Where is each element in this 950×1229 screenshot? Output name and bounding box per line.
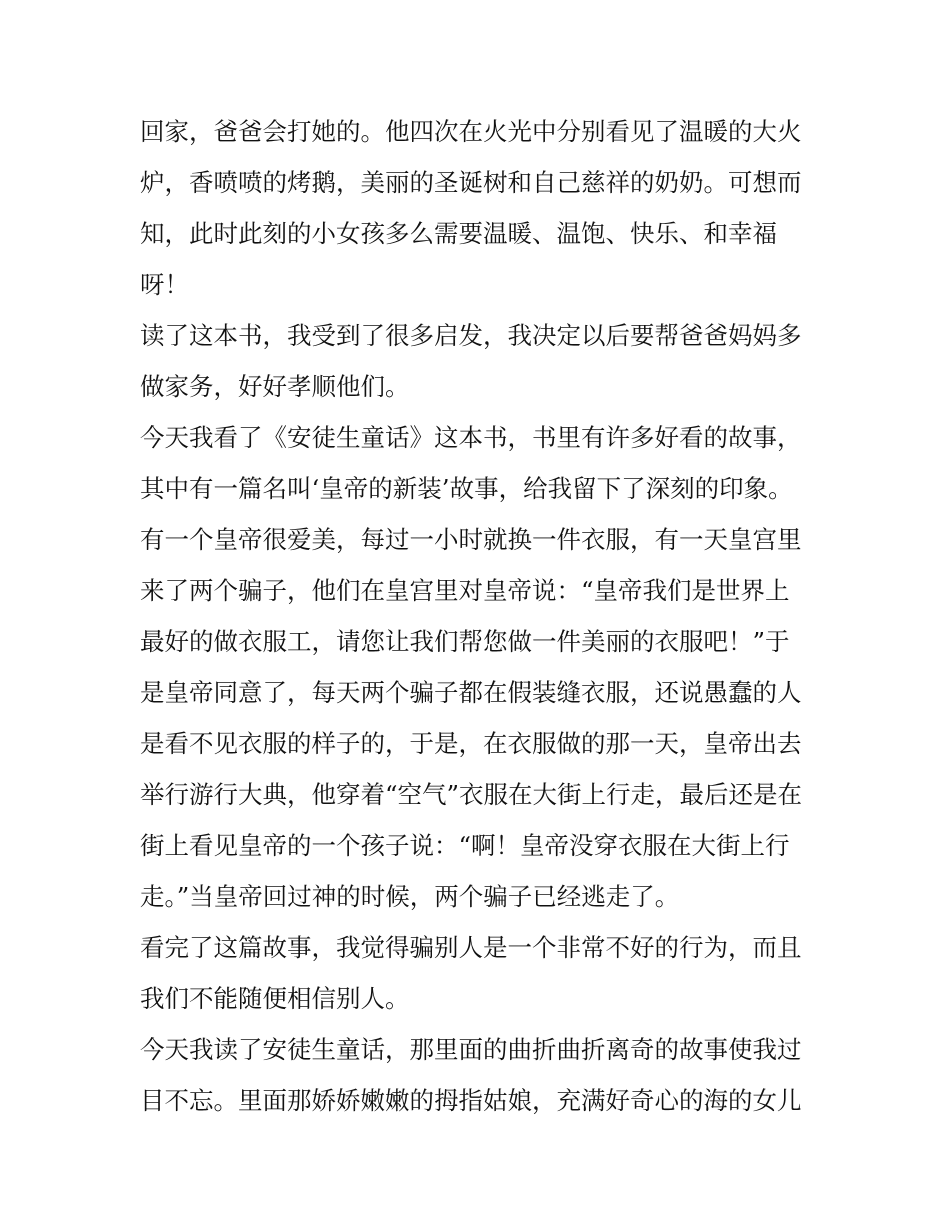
text-line: 是看不见衣服的样子的，于是，在衣服做的那一天，皇帝出去 <box>140 729 802 758</box>
text-line: 炉，香喷喷的烤鹅，美丽的圣诞树和自己慈祥的奶奶。可想而 <box>140 168 802 197</box>
text-line: 做家务，好好孝顺他们。 <box>140 372 410 401</box>
text-line: 走。”当皇帝回过神的时候，两个骗子已经逃走了。 <box>140 882 680 911</box>
text-line: 看完了这篇故事，我觉得骗别人是一个非常不好的行为，而且 <box>140 933 802 962</box>
text-line: 有一个皇帝很爱美，每过一小时就换一件衣服，有一天皇宫里 <box>140 525 802 554</box>
text-line: 最好的做衣服工，请您让我们帮您做一件美丽的衣服吧！”于 <box>140 627 790 656</box>
text-line: 其中有一篇名叫‘皇帝的新装’故事，给我留下了深刻的印象。 <box>140 474 793 503</box>
text-line: 举行游行大典，他穿着“空气”衣服在大街上行走，最后还是在 <box>140 780 803 809</box>
text-line: 我们不能随便相信别人。 <box>140 984 410 1013</box>
text-line: 回家，爸爸会打她的。他四次在火光中分别看见了温暖的大火 <box>140 117 802 146</box>
text-line: 街上看见皇帝的一个孩子说：“啊！皇帝没穿衣服在大街上行 <box>140 831 790 860</box>
text-line: 今天我看了《安徒生童话》这本书，书里有许多好看的故事， <box>140 423 802 452</box>
text-line: 是皇帝同意了，每天两个骗子都在假装缝衣服，还说愚蠢的人 <box>140 678 802 707</box>
text-line: 来了两个骗子，他们在皇宫里对皇帝说：“皇帝我们是世界上 <box>140 576 790 605</box>
text-line: 呀！ <box>140 270 189 299</box>
text-line: 今天我读了安徒生童话，那里面的曲折曲折离奇的故事使我过 <box>140 1035 802 1064</box>
text-line: 目不忘。里面那娇娇嫩嫩的拇指姑娘，充满好奇心的海的女儿 <box>140 1086 802 1115</box>
body-text <box>140 106 820 1126</box>
text-line: 读了这本书，我受到了很多启发，我决定以后要帮爸爸妈妈多 <box>140 321 802 350</box>
text-line: 知，此时此刻的小女孩多么需要温暖、温饱、快乐、和幸福 <box>140 219 777 248</box>
